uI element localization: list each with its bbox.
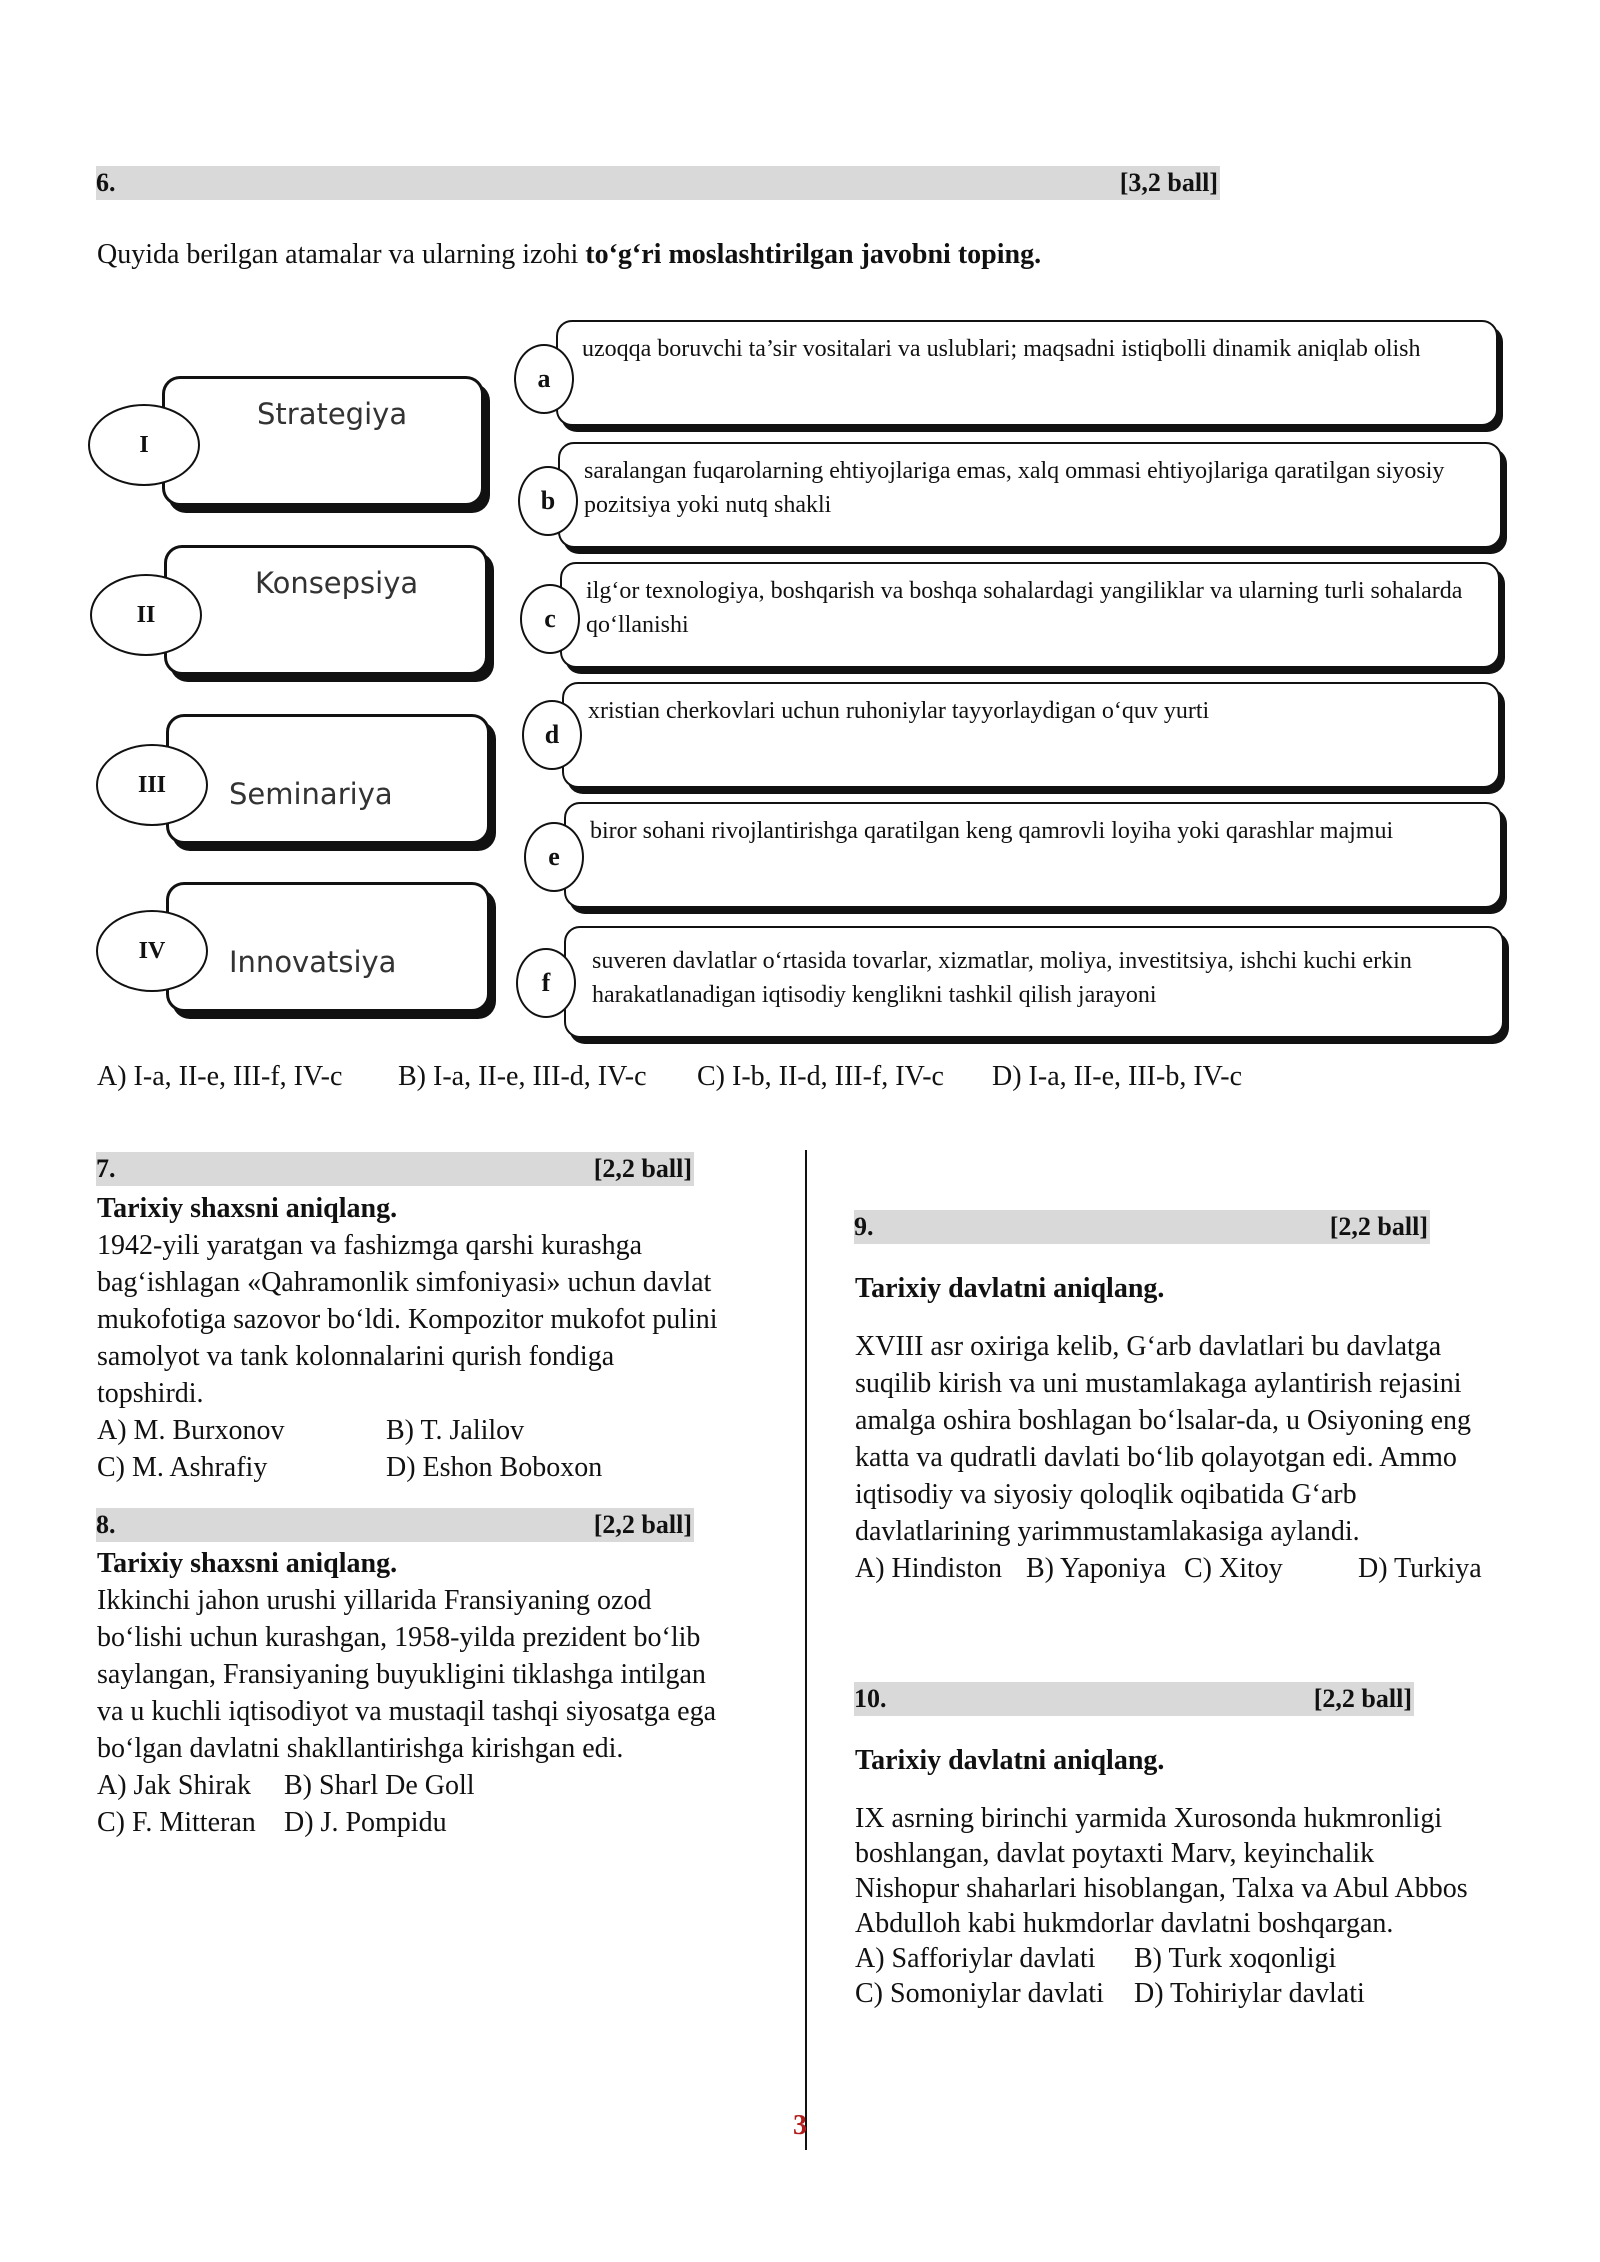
q9-option-d[interactable]: D) Turkiya	[1358, 1553, 1482, 1584]
q9-option-b[interactable]: B) Yaponiya	[1026, 1553, 1167, 1584]
q10-option-a[interactable]: A) Safforiylar davlati	[855, 1943, 1096, 1974]
term-roman-4: IV	[96, 910, 208, 992]
definition-card-b	[558, 442, 1502, 548]
definition-letter-a: a	[514, 344, 574, 414]
q9-option-c[interactable]: C) Xitoy	[1184, 1553, 1283, 1584]
definition-letter-b: b	[518, 466, 578, 536]
q9-text-line-4: katta va qudratli davlati bo‘lib qolayotgan edi. Ammo	[855, 1442, 1457, 1473]
q8-text-line-4: va u kuchli iqtisodiyot va mustaqil tashqi siyosatga ega	[97, 1696, 717, 1727]
q7-option-c[interactable]: C) M. Ashrafiy	[97, 1452, 268, 1483]
q10-title: Tarixiy davlatni aniqlang.	[855, 1745, 1165, 1776]
q7-text-line-4: samolyot va tank kolonnalarini qurish fondiga	[97, 1341, 615, 1372]
q7-option-d[interactable]: D) Eshon Boboxon	[386, 1452, 603, 1483]
definition-text-a: uzoqqa boruvchi ta’sir vositalari va uslublari; maqsadni istiqbolli dinamik aniqlab olish	[582, 336, 1421, 362]
definition-card-c	[560, 562, 1500, 668]
q7-text-line-5: topshirdi.	[97, 1378, 204, 1409]
term-roman-3: III	[96, 744, 208, 826]
term-label-1: Strategiya	[257, 397, 408, 431]
q6-header-bar	[96, 166, 1220, 200]
q8-points: [2,2 ball]	[593, 1510, 692, 1539]
q6-prompt-bold: to‘g‘ri moslashtirilgan javobni toping.	[585, 239, 1042, 270]
q8-option-c[interactable]: C) F. Mitteran	[97, 1807, 256, 1838]
q7-title: Tarixiy shaxsni aniqlang.	[97, 1193, 398, 1224]
definition-text-c: ilg‘or texnologiya, boshqarish va boshqa sohalardagi yangiliklar va ularning turli sohalarda qo‘llanishi	[586, 578, 1463, 638]
definition-card-e	[564, 802, 1502, 908]
definition-letter-e: e	[524, 822, 584, 892]
definition-letter-c: c	[520, 584, 580, 654]
q7-header-bar	[96, 1152, 694, 1186]
q9-header-bar	[854, 1210, 1430, 1244]
q7-option-a[interactable]: A) M. Burxonov	[97, 1415, 285, 1446]
q10-text-line-2: boshlangan, davlat poytaxti Marv, keyinchalik	[855, 1838, 1375, 1869]
q6-points: [3,2 ball]	[1119, 168, 1218, 197]
term-label-3: Seminariya	[229, 777, 393, 811]
q6-number: 6.	[96, 168, 116, 197]
q6-option-a[interactable]: A) I-a, II-e, III-f, IV-c	[97, 1061, 343, 1092]
term-roman-2: II	[90, 574, 202, 656]
q9-text-line-6: davlatlarining yarimmustamlakasiga aylandi.	[855, 1516, 1360, 1547]
q9-points: [2,2 ball]	[1329, 1212, 1428, 1241]
q6-prompt	[97, 236, 1041, 273]
q8-text-line-1: Ikkinchi jahon urushi yillarida Fransiyaning ozod	[97, 1585, 652, 1616]
q10-text-line-3: Nishopur shaharlari hisoblangan, Talxa va Abul Abbos	[855, 1873, 1468, 1904]
q10-text-line-4: Abdulloh kabi hukmdorlar davlatni boshqargan.	[855, 1908, 1394, 1939]
q6-option-d[interactable]: D) I-a, II-e, III-b, IV-c	[992, 1061, 1243, 1092]
q6-prompt-plain: Quyida berilgan atamalar va ularning izohi	[97, 239, 586, 270]
q10-header-bar	[854, 1682, 1414, 1716]
q9-title: Tarixiy davlatni aniqlang.	[855, 1273, 1165, 1304]
q8-title: Tarixiy shaxsni aniqlang.	[97, 1548, 398, 1579]
term-label-4: Innovatsiya	[229, 945, 397, 979]
q9-text-line-2: suqilib kirish va uni mustamlakaga aylantirish rejasini	[855, 1368, 1462, 1399]
q8-header-bar	[96, 1508, 694, 1542]
definition-text-e: biror sohani rivojlantirishga qaratilgan keng qamrovli loyiha yoki qarashlar majmui	[590, 818, 1394, 844]
term-card-1	[162, 376, 484, 506]
q6-option-b[interactable]: B) I-a, II-e, III-d, IV-c	[398, 1061, 647, 1092]
q10-text-line-1: IX asrning birinchi yarmida Xurosonda hukmronligi	[855, 1803, 1443, 1834]
definition-letter-d: d	[522, 700, 582, 770]
q7-text-line-3: mukofotiga sazovor bo‘ldi. Kompozitor mukofot pulini	[97, 1304, 718, 1335]
q7-text-line-2: bag‘ishlagan «Qahramonlik simfoniyasi» uchun davlat	[97, 1267, 712, 1298]
term-card-4	[166, 882, 490, 1012]
q9-text-line-1: XVIII asr oxiriga kelib, G‘arb davlatlari bu davlatga	[855, 1331, 1442, 1362]
q8-option-d[interactable]: D) J. Pompidu	[284, 1807, 447, 1838]
q8-option-b[interactable]: B) Sharl De Goll	[284, 1770, 475, 1801]
q8-text-line-3: saylangan, Fransiyaning buyukligini tiklashga intilgan	[97, 1659, 706, 1690]
definition-letter-f: f	[516, 948, 576, 1018]
term-roman-1: I	[88, 404, 200, 486]
q10-option-d[interactable]: D) Tohiriylar davlati	[1134, 1978, 1365, 2009]
q10-option-c[interactable]: C) Somoniylar davlati	[855, 1978, 1104, 2009]
term-card-3	[166, 714, 490, 844]
q7-points: [2,2 ball]	[593, 1154, 692, 1183]
q8-number: 8.	[96, 1510, 116, 1539]
column-divider	[805, 1150, 807, 2150]
q10-number: 10.	[854, 1684, 887, 1713]
q9-option-a[interactable]: A) Hindiston	[855, 1553, 1002, 1584]
q9-number: 9.	[854, 1212, 874, 1241]
q8-text-line-5: bo‘lgan davlatni shakllantirishga kirishgan edi.	[97, 1733, 624, 1764]
q6-option-c[interactable]: C) I-b, II-d, III-f, IV-c	[697, 1061, 944, 1092]
q7-text-line-1: 1942-yili yaratgan va fashizmga qarshi kurashga	[97, 1230, 643, 1261]
definition-text-d: xristian cherkovlari uchun ruhoniylar tayyorlaydigan o‘quv yurti	[588, 698, 1210, 724]
definition-text-b: saralangan fuqarolarning ehtiyojlariga emas, xalq ommasi ehtiyojlariga qaratilgan siyosiy pozitsiya yoki nutq shakli	[584, 458, 1445, 518]
q10-points: [2,2 ball]	[1313, 1684, 1412, 1713]
definition-card-d	[562, 682, 1500, 788]
term-label-2: Konsepsiya	[255, 566, 419, 600]
definition-card-f	[564, 926, 1504, 1038]
definition-card-a	[556, 320, 1498, 426]
q7-number: 7.	[96, 1154, 116, 1183]
q10-option-b[interactable]: B) Turk xoqonligi	[1134, 1943, 1337, 1974]
q9-text-line-5: iqtisodiy va siyosiy qoloqlik oqibatida G‘arb	[855, 1479, 1357, 1510]
term-card-2	[164, 545, 488, 675]
q8-text-line-2: bo‘lishi uchun kurashgan, 1958-yilda prezident bo‘lib	[97, 1622, 701, 1653]
q9-text-line-3: amalga oshira boshlagan bo‘lsalar-da, u Osiyoning eng	[855, 1405, 1472, 1436]
page-number: 3	[793, 2110, 807, 2141]
q8-option-a[interactable]: A) Jak Shirak	[97, 1770, 251, 1801]
definition-text-f: suveren davlatlar o‘rtasida tovarlar, xizmatlar, moliya, investitsiya, ishchi kuchi erkin harakatlanadigan iqtisodiy kenglikni tashkil qilish jarayoni	[592, 948, 1412, 1008]
q7-option-b[interactable]: B) T. Jalilov	[386, 1415, 525, 1446]
